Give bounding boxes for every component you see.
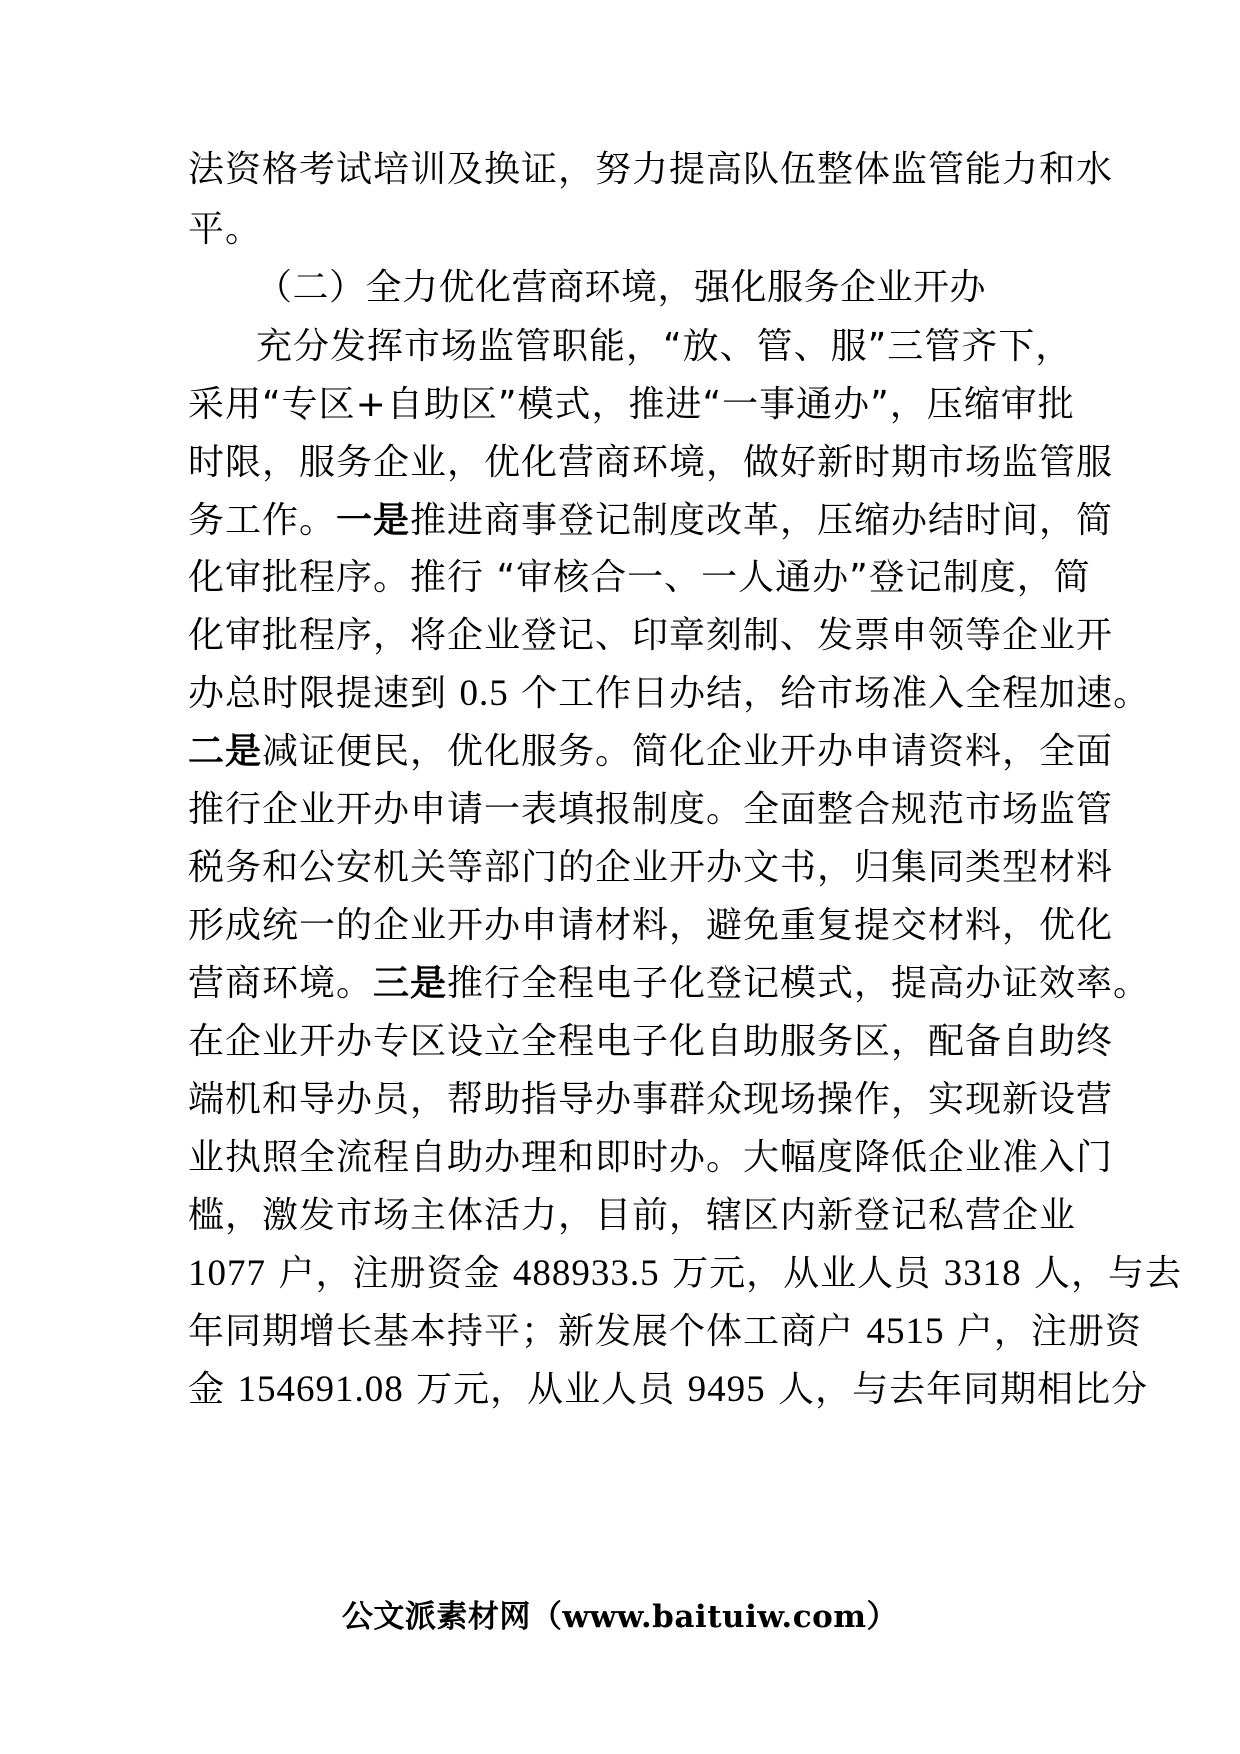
- text-run: 办总时限提速到: [188, 673, 448, 714]
- text-line: 在企业开办专区设立全程电子化自助服务区，配备自助终: [188, 1021, 1114, 1062]
- text-line: 税务和公安机关等部门的企业开办文书，归集同类型材料: [188, 847, 1114, 888]
- text-line: [188, 672, 1151, 716]
- text-line: 化审批程序，将企业登记、印章刻制、发票申领等企业开: [188, 615, 1114, 656]
- text-run: 推行全程电子化登记模式，提高办证效率。: [447, 963, 1151, 1004]
- number: 4515: [866, 1311, 945, 1352]
- section-heading: （二）全力优化营商环境，强化服务企业开办: [256, 267, 987, 308]
- number: 154691.08: [237, 1369, 404, 1410]
- text-run: 人，与去年同期相比分: [778, 1369, 1149, 1410]
- text-run: 人，与去: [1034, 1253, 1183, 1294]
- bold-marker: 二是: [188, 731, 263, 772]
- footer-source: 公文派素材网（www.baituiw.com）: [341, 1599, 899, 1635]
- text-run: 金: [188, 1369, 226, 1410]
- number: 3318: [943, 1253, 1022, 1294]
- text-line: 业执照全流程自助办理和即时办。大幅度降低企业准入门: [188, 1137, 1114, 1178]
- text-line: [188, 730, 1114, 774]
- text-run: 减证便民，优化服务。简化企业开办申请资料，全面: [262, 731, 1114, 772]
- number: 1077: [188, 1253, 266, 1294]
- text-line: 平。: [188, 209, 263, 250]
- text-line: 时限，服务企业，优化营商环境，做好新时期市场监管服: [188, 442, 1114, 483]
- text-line: 化审批程序。推行 “审核合一、一人通办”登记制度，简: [188, 557, 1091, 598]
- text-run: 户，注册资: [956, 1311, 1142, 1352]
- text-line: [188, 499, 1114, 543]
- text-line: 槛，激发市场主体活力，目前，辖区内新登记私营企业: [188, 1195, 1077, 1236]
- text-line: 充分发挥市场监管职能，“放、管、服”三管齐下，: [256, 326, 1073, 367]
- number: 9495: [687, 1369, 766, 1410]
- text-line: [188, 1368, 1149, 1412]
- text-run: 户，注册资金: [278, 1253, 501, 1294]
- text-run: 推进商事登记制度改革，压缩办结时间，简: [410, 500, 1114, 541]
- text-run: 年同期增长基本持平；新发展个体工商户: [188, 1311, 855, 1352]
- number: 488933.5: [512, 1253, 660, 1294]
- text-line: 法资格考试培训及换证，努力提高队伍整体监管能力和水: [188, 149, 1114, 190]
- text-line: 采用“专区+自助区”模式，推进“一事通办”，压缩审批: [188, 384, 1075, 425]
- text-line: [188, 1310, 1142, 1354]
- text-run: 务工作。: [188, 500, 337, 541]
- bold-marker: 三是: [373, 963, 448, 1004]
- text-run: 万元，从业人员: [416, 1369, 676, 1410]
- number: 0.5: [459, 673, 509, 714]
- text-line: [188, 1252, 1183, 1296]
- text-run: 个工作日办结，给市场准入全程加速。: [521, 673, 1151, 714]
- text-line: 推行企业开办申请一表填报制度。全面整合规范市场监管: [188, 789, 1114, 830]
- text-line: 端机和导办员，帮助指导办事群众现场操作，实现新设营: [188, 1079, 1114, 1120]
- bold-marker: 一是: [336, 500, 411, 541]
- text-run: 万元，从业人员: [672, 1253, 932, 1294]
- text-line: [188, 962, 1151, 1006]
- text-run: 营商环境。: [188, 963, 374, 1004]
- text-line: 形成统一的企业开办申请材料，避免重复提交材料，优化: [188, 905, 1114, 946]
